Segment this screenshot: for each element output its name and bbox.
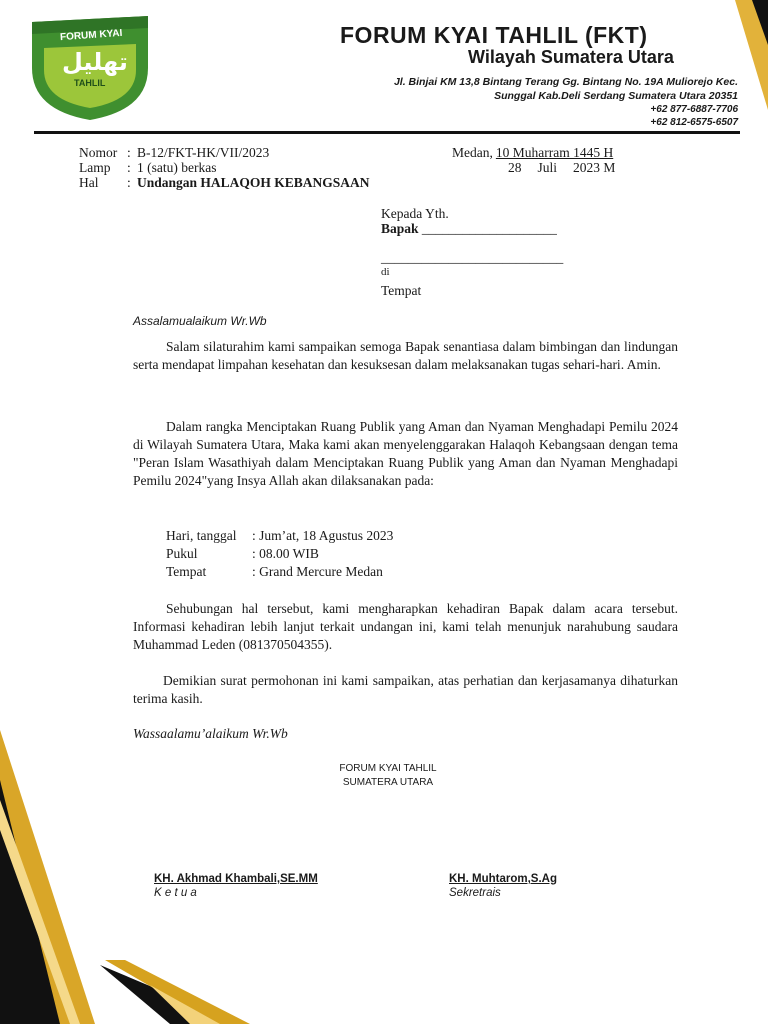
nomor-sep: :: [127, 145, 131, 160]
org-address: [394, 75, 738, 103]
lamp-label: Lamp: [79, 160, 111, 175]
address-line-2: Sunggal Kab.Deli Serdang Sumatera Utara 20351: [494, 90, 738, 102]
detail-time-key: Pukul: [166, 546, 198, 561]
date-place: Medan,: [452, 145, 493, 160]
lamp-row: [79, 160, 370, 175]
paragraph-4: Demikian surat permohonan ini kami sampaikan, atas perhatian dan kerjasamanya dihaturkan terima kasih.: [133, 673, 678, 706]
paragraph-3: Sehubungan hal tersebut, kami mengharapkan kehadiran Bapak dalam acara tersebut. Informasi kehadiran lebih lanjut terkait undangan ini, kami telah menunjuk narahubung saudara Muhammad Leden (081370504355).: [133, 601, 678, 652]
signature-org-line-1: FORUM KYAI TAHLIL: [339, 763, 437, 774]
hal-value: Undangan HALAQOH KEBANGSAAN: [137, 175, 370, 190]
recipient-di: di: [381, 266, 390, 278]
paragraph-1: Salam silaturahim kami sampaikan semoga Bapak senantiasa dalam bimbingan dan lindungan serta mendapat limpahan kesehatan dan kesuksesan dalam melaksanakan tugas sehari-hari. Amin.: [133, 339, 678, 372]
detail-place-value: : Grand Mercure Medan: [252, 564, 383, 579]
recipient-title: Bapak: [381, 221, 419, 236]
org-subtitle: Wilayah Sumatera Utara: [468, 47, 674, 67]
address-line-1: Jl. Binjai KM 13,8 Bintang Terang Gg. Bintang No. 19A Muliorejo Kec.: [393, 76, 738, 88]
chairman-role: K e t u a: [154, 887, 197, 899]
detail-time-value: : 08.00 WIB: [252, 546, 319, 561]
logo-text-bottom: TAHLIL: [74, 78, 106, 88]
hal-label: Hal: [79, 175, 99, 190]
phone-1: +62 877-6887-7706: [650, 104, 738, 115]
secretary-role: Sekretrais: [449, 887, 501, 899]
nomor-row: [79, 145, 370, 160]
date-year: 2023 M: [573, 160, 616, 175]
recipient-blank-1: ____________________: [421, 221, 557, 236]
detail-place-key: Tempat: [166, 564, 207, 579]
nomor-value: B-12/FKT-HK/VII/2023: [137, 145, 270, 160]
hal-sep: :: [127, 175, 131, 190]
detail-date-value: : Jum’at, 18 Agustus 2023: [252, 528, 394, 543]
recipient-blank-2: ___________________________: [381, 250, 564, 265]
paragraph-2: Dalam rangka Menciptakan Ruang Publik yang Aman dan Nyaman Menghadapi Pemilu 2024 di Wilayah Sumatera Utara, Maka kami akan menyelenggarakan Halaqoh Kebangsaan dengan tema "Peran Islam Wasathiyah dalam Menciptakan Ruang Publik yang Aman dan Nyaman Menghadapi Pemilu 2024"yang Insya Allah akan dilaksanakan pada:: [133, 419, 678, 488]
logo-arabic-text: تهليل: [62, 48, 128, 76]
date-hijri-row: [452, 145, 615, 160]
org-phones: [650, 103, 738, 129]
lamp-sep: :: [127, 160, 131, 175]
date-month: Juli: [537, 160, 558, 175]
recipient-name-row: [381, 221, 563, 236]
secretary-name: KH. Muhtarom,S.Ag: [449, 873, 557, 885]
date-gregorian-row: [452, 160, 615, 175]
detail-time: [166, 545, 393, 563]
header-divider: [34, 131, 740, 134]
chairman-name: KH. Akhmad Khambali,SE.MM: [154, 873, 318, 885]
detail-date: [166, 527, 393, 545]
signature-right: [449, 873, 557, 899]
lamp-value: 1 (satu) berkas: [137, 160, 217, 175]
date-hijri: 10 Muharram 1445 H: [495, 145, 614, 160]
signature-org-line-2: SUMATERA UTARA: [342, 777, 434, 788]
closing: Wassaalamu’alaikum Wr.Wb: [133, 726, 288, 741]
greeting: Assalamualaikum Wr.Wb: [133, 314, 267, 328]
phone-2: +62 812-6575-6507: [650, 117, 738, 128]
nomor-label: Nomor: [79, 145, 118, 160]
signature-org: [288, 762, 488, 790]
org-title: FORUM KYAI TAHLIL (FKT): [340, 22, 648, 48]
date-day: 28: [508, 160, 522, 175]
detail-place: [166, 563, 393, 581]
logo-text-top: FORUM KYAI: [59, 27, 123, 44]
letter-date: [452, 145, 615, 175]
hal-row: [79, 175, 370, 190]
recipient-block: [381, 206, 563, 298]
recipient-place: Tempat: [381, 283, 422, 298]
signature-left: [154, 873, 318, 899]
recipient-greeting: Kepada Yth.: [381, 206, 449, 221]
letter-meta: [79, 145, 370, 190]
event-details: [166, 527, 393, 581]
detail-date-key: Hari, tanggal: [166, 528, 237, 543]
